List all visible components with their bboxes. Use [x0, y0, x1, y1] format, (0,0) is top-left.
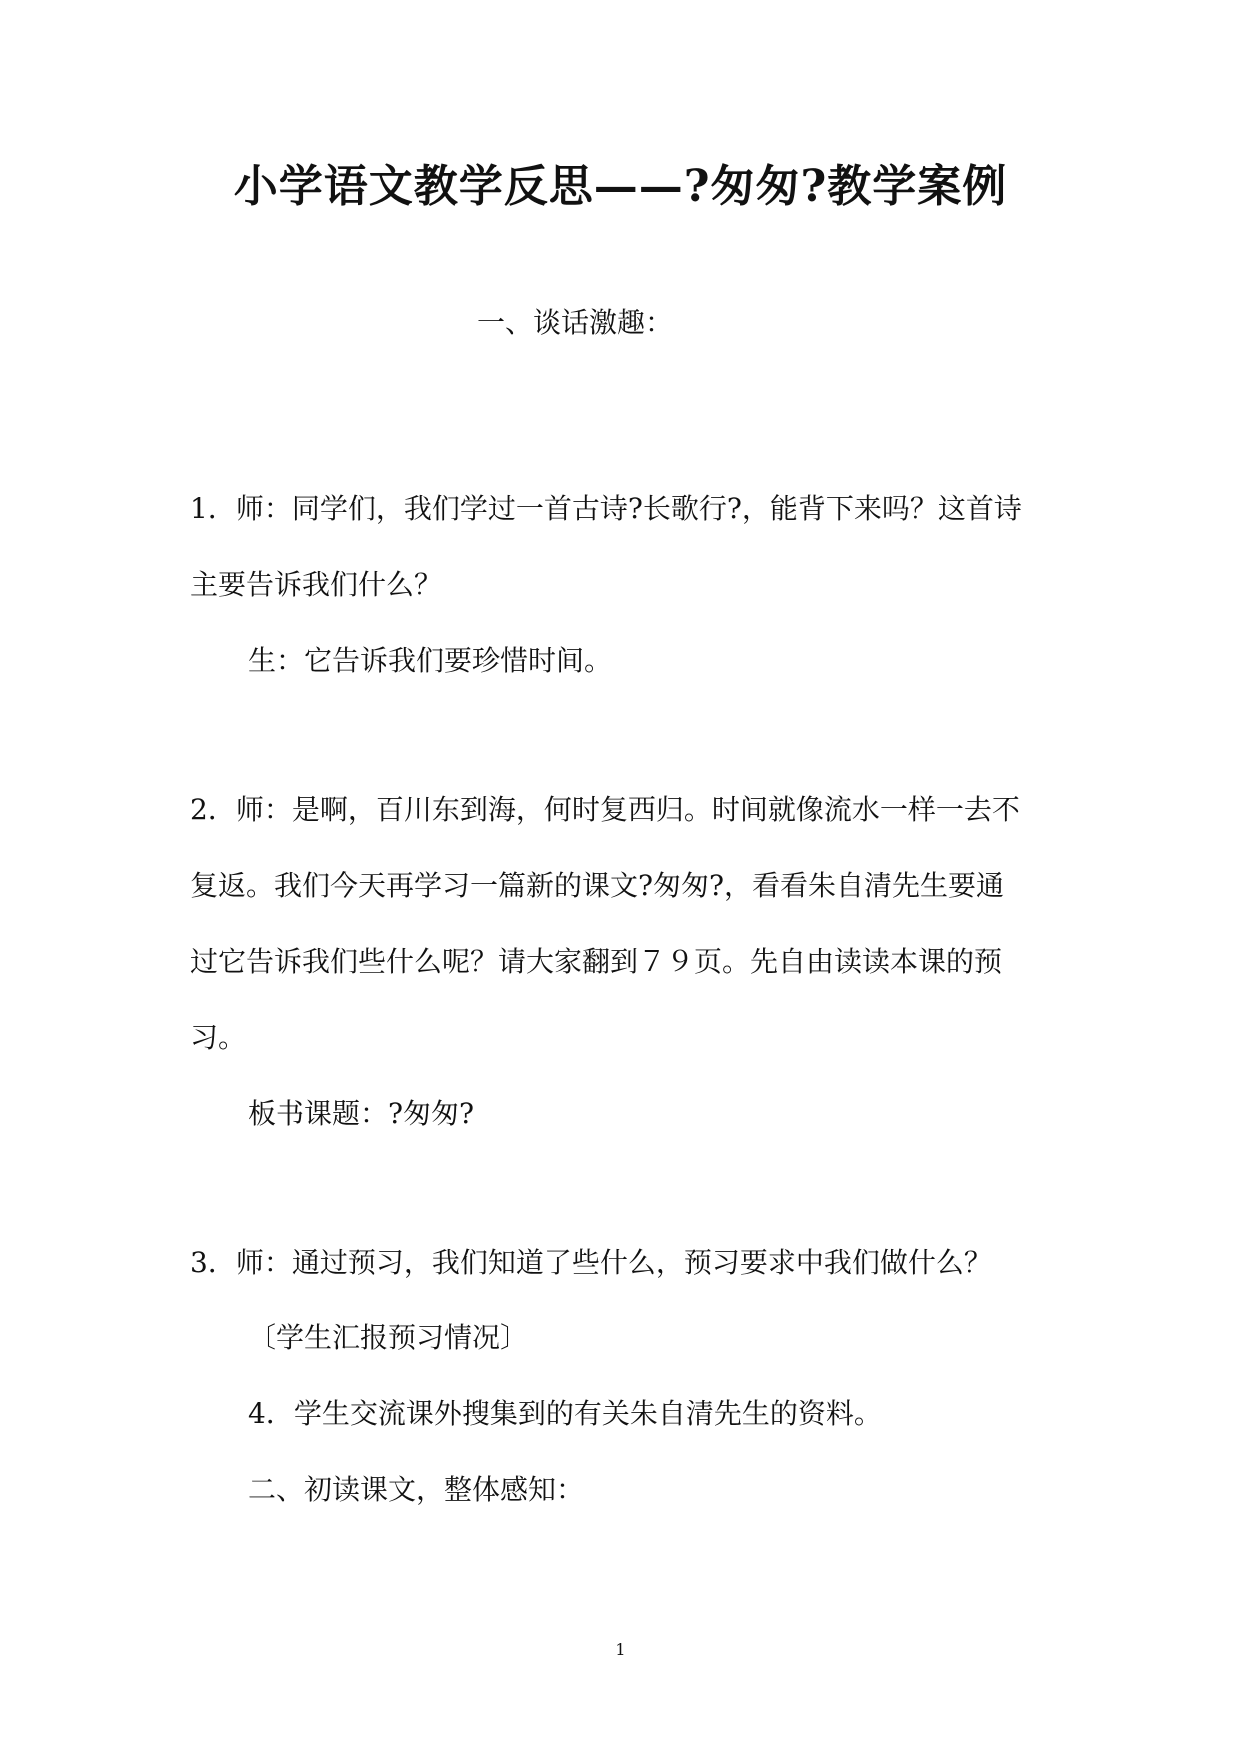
page-number: 1 — [615, 1640, 626, 1659]
paragraph-1-line-1: 1．师：同学们，我们学过一首古诗?长歌行?，能背下来吗？这首诗 — [190, 492, 1022, 525]
paragraph-1-answer: 生：它告诉我们要珍惜时间。 — [248, 644, 613, 677]
paragraph-2-line-4: 习。 — [190, 1021, 247, 1054]
paragraph-3-line-1: 3．师：通过预习，我们知道了些什么，预习要求中我们做什么？ — [190, 1246, 992, 1279]
document-title: 小学语文教学反思——?匆匆?教学案例 — [233, 161, 1008, 212]
paragraph-4: 4．学生交流课外搜集到的有关朱自清先生的资料。 — [248, 1397, 882, 1430]
paragraph-2-line-1: 2．师：是啊，百川东到海，何时复西归。时间就像流水一样一去不 — [190, 793, 1020, 826]
paragraph-1-line-2: 主要告诉我们什么？ — [190, 568, 443, 601]
paragraph-2-line-3: 过它告诉我们些什么呢？请大家翻到７９页。先自由读读本课的预 — [190, 945, 1003, 978]
paragraph-3-note: 〔学生汇报预习情况〕 — [248, 1321, 529, 1354]
board-title-line: 板书课题：?匆匆? — [248, 1097, 475, 1130]
section-heading-2: 二、初读课文，整体感知： — [248, 1473, 585, 1506]
section-heading-1: 一、谈话激趣： — [477, 306, 674, 339]
paragraph-2-line-2: 复返。我们今天再学习一篇新的课文?匆匆?，看看朱自清先生要通 — [190, 869, 1005, 902]
